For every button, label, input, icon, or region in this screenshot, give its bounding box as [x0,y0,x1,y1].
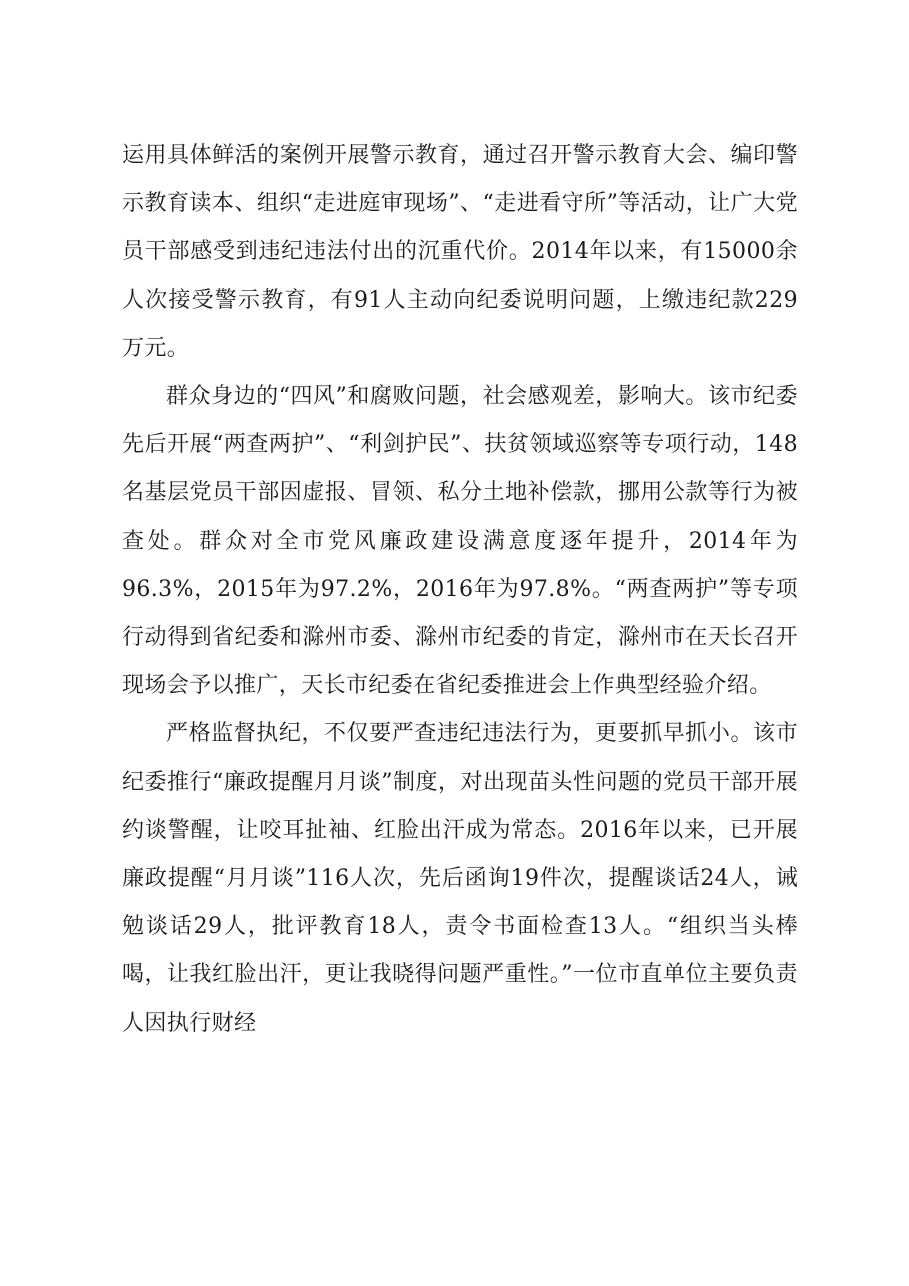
body-text [122,132,798,1048]
paragraph-grassroots-corruption: 群众身边的“四风”和腐败问题，社会感观差，影响大。该市纪委先后开展“两查两护”、“利剑护民”、扶贫领域巡察等专项行动，148名基层党员干部因虚报、冒领、私分土地补偿款，挪用公款等行为被查处。群众对全市党风廉政建设满意度逐年提升，2014年为96.3%，2015年为97.2%，2016年为97.8%。“两查两护”等专项行动得到省纪委和滁州市委、滁州市纪委的肯定，滁州市在天长召开现场会予以推广，天长市纪委在省纪委推进会上作典型经验介绍。 [122,384,798,699]
paragraph-warning-education: 运用具体鲜活的案例开展警示教育，通过召开警示教育大会、编印警示教育读本、组织“走进庭审现场”、“走进看守所”等活动，让广大党员干部感受到违纪违法付出的沉重代价。2014年以来，有15000余人次接受警示教育，有91人主动向纪委说明问题，上缴违纪款229万元。 [122,143,798,361]
paragraph-supervision-discipline: 严格监督执纪，不仅要严查违纪违法行为，更要抓早抓小。该市纪委推行“廉政提醒月月谈”制度，对出现苗头性问题的党员干部开展约谈警醒，让咬耳扯袖、红脸出汗成为常态。2016年以来，已开展廉政提醒“月月谈”116人次，先后函询19件次，提醒谈话24人，诫勉谈话29人，批评教育18人，责令书面检查13人。“组织当头棒喝，让我红脸出汗，更让我晓得问题严重性。”一位市直单位主要负责人因执行财经 [122,721,798,1036]
